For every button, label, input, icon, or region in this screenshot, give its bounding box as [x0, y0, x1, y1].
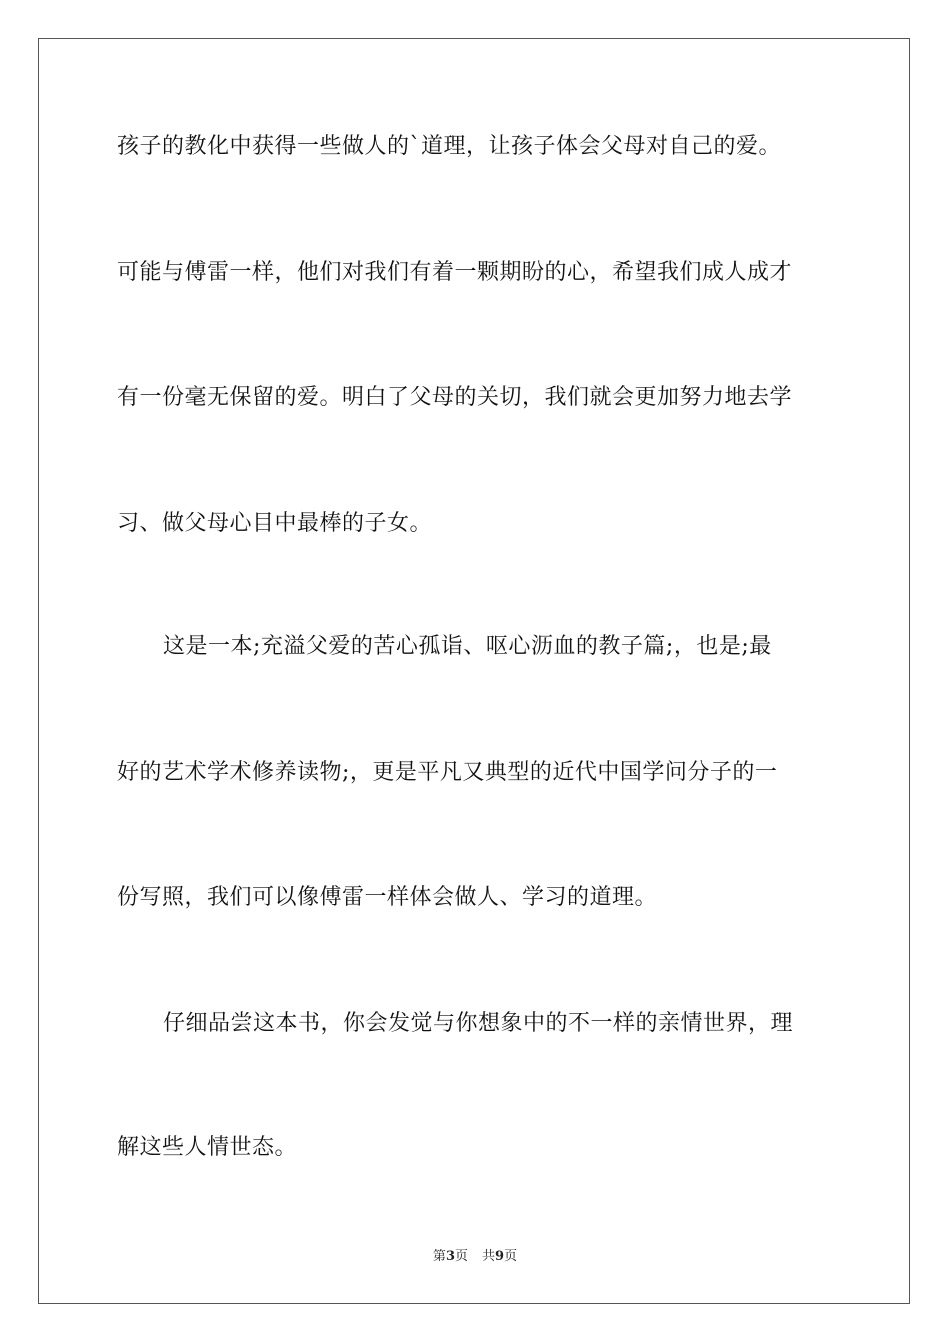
page-border — [38, 38, 910, 1304]
page-suffix: 页 — [454, 1249, 468, 1264]
total-suffix: 页 — [504, 1249, 518, 1264]
current-page-number: 3 — [445, 1249, 455, 1264]
body-line-6: 好的艺术学术修养读物;，更是平凡又典型的近代中国学问分子的一 — [117, 760, 778, 785]
body-line-2: 可能与傅雷一样，他们对我们有着一颗期盼的心，希望我们成人成才 — [117, 260, 793, 285]
body-line-5: 这是一本;充溢父爱的苦心孤诣、呕心沥血的教子篇;，也是;最 — [163, 634, 772, 659]
body-line-4: 习、做父母心目中最棒的子女。 — [117, 511, 433, 536]
total-pages-number: 9 — [495, 1249, 505, 1264]
body-line-8: 仔细品尝这本书，你会发觉与你想象中的不一样的亲情世界，理 — [163, 1011, 794, 1036]
page-footer — [0, 1248, 950, 1266]
body-line-3: 有一份毫无保留的爱。明白了父母的关切，我们就会更加努力地去学 — [117, 385, 793, 410]
body-line-1: 孩子的教化中获得一些做人的`道理，让孩子体会父母对自己的爱。 — [117, 134, 782, 159]
body-line-7: 份写照，我们可以像傅雷一样体会做人、学习的道理。 — [117, 885, 658, 910]
body-line-9: 解这些人情世态。 — [117, 1135, 298, 1160]
total-prefix: 共 — [482, 1249, 496, 1264]
page-prefix: 第 — [432, 1249, 446, 1264]
